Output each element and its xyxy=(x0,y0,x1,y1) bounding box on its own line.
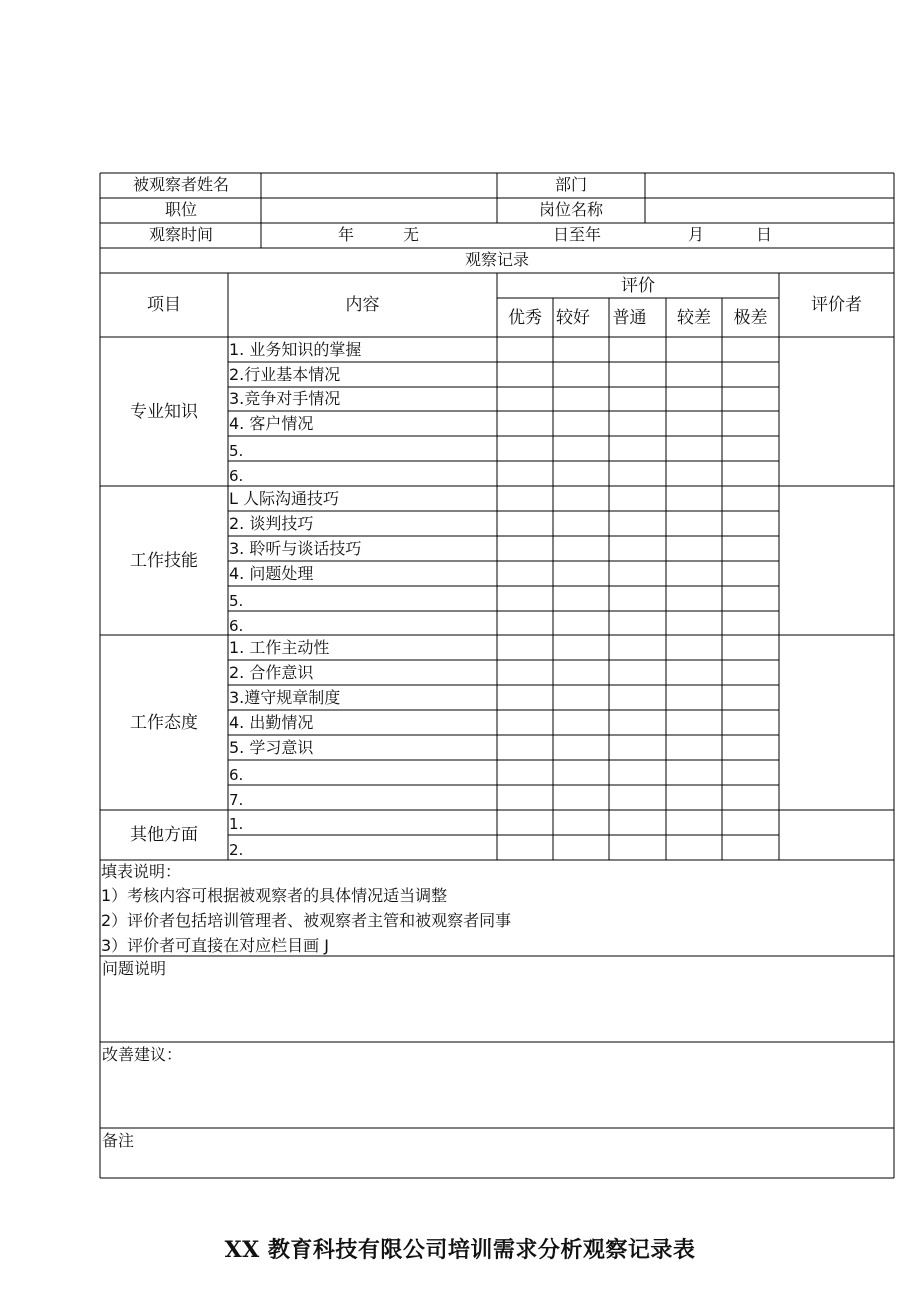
section-work-attitude: 工作态度 xyxy=(130,713,198,733)
time-none-label: 无 xyxy=(403,225,420,244)
list-item: 1. 业务知识的掌握 xyxy=(229,340,362,359)
list-item: 6. xyxy=(229,617,244,635)
notes-line: 1）考核内容可根据被观察者的具体情况适当调整 xyxy=(101,886,448,905)
col-evaluation: 评价 xyxy=(621,276,655,296)
section-professional-knowledge: 专业知识 xyxy=(130,402,198,422)
list-item: 3.竞争对手情况 xyxy=(229,389,341,408)
list-item: 6. xyxy=(229,467,244,485)
time-year-label: 年 xyxy=(338,225,355,244)
col-evaluator: 评价者 xyxy=(811,295,862,315)
list-item: 3.遵守规章制度 xyxy=(229,688,341,707)
time-day-label: 日 xyxy=(756,225,773,244)
improve-label: 改善建议： xyxy=(102,1045,183,1064)
col-grade-excellent: 优秀 xyxy=(508,308,542,328)
list-item: 4. 问题处理 xyxy=(229,564,314,583)
list-item: 5. 学习意识 xyxy=(229,738,314,757)
list-item: 3. 聆听与谈话技巧 xyxy=(229,539,362,558)
time-to-label: 日至年 xyxy=(553,225,602,244)
notes-title: 填表说明： xyxy=(101,862,182,881)
list-item: 2.行业基本情况 xyxy=(229,365,341,384)
col-grade-average: 普通 xyxy=(612,308,647,328)
col-item: 项目 xyxy=(147,295,181,315)
col-content: 内容 xyxy=(345,295,380,315)
section-work-skills: 工作技能 xyxy=(130,551,198,571)
list-item: 2. 合作意识 xyxy=(229,663,314,682)
list-item: 1. 工作主动性 xyxy=(229,638,330,657)
list-item: 6. xyxy=(229,766,244,784)
col-grade-good: 较好 xyxy=(556,308,590,328)
notes-line: 2）评价者包括培训管理者、被观察者主管和被观察者同事 xyxy=(101,911,512,930)
list-item: 5. xyxy=(229,442,244,460)
list-item: 2. 谈判技巧 xyxy=(229,514,314,533)
document-title: XX 教育科技有限公司培训需求分析观察记录表 xyxy=(224,1237,696,1263)
position-label: 职位 xyxy=(164,200,197,219)
notes-line: 3）评价者可直接在对应栏目画 J xyxy=(101,936,329,955)
problem-label: 问题说明 xyxy=(102,959,167,978)
list-item: 4. 出勤情况 xyxy=(229,713,314,732)
col-grade-poor: 较差 xyxy=(677,308,711,328)
time-label: 观察时间 xyxy=(148,225,213,244)
list-item: 2. xyxy=(229,841,244,859)
section-other-aspects: 其他方面 xyxy=(130,825,198,845)
list-item: 5. xyxy=(229,592,244,610)
list-item: L 人际沟通技巧 xyxy=(229,489,340,508)
list-item: 4. 客户情况 xyxy=(229,414,314,433)
col-grade-very-poor: 极差 xyxy=(733,308,768,328)
list-item: 1. xyxy=(229,815,244,833)
job-title-label: 岗位名称 xyxy=(538,200,603,219)
list-item: 7. xyxy=(229,791,244,809)
dept-label: 部门 xyxy=(554,175,587,194)
name-label: 被观察者姓名 xyxy=(132,175,229,194)
time-month-label: 月 xyxy=(688,225,705,244)
remark-label: 备注 xyxy=(102,1131,135,1150)
record-title: 观察记录 xyxy=(464,250,529,269)
